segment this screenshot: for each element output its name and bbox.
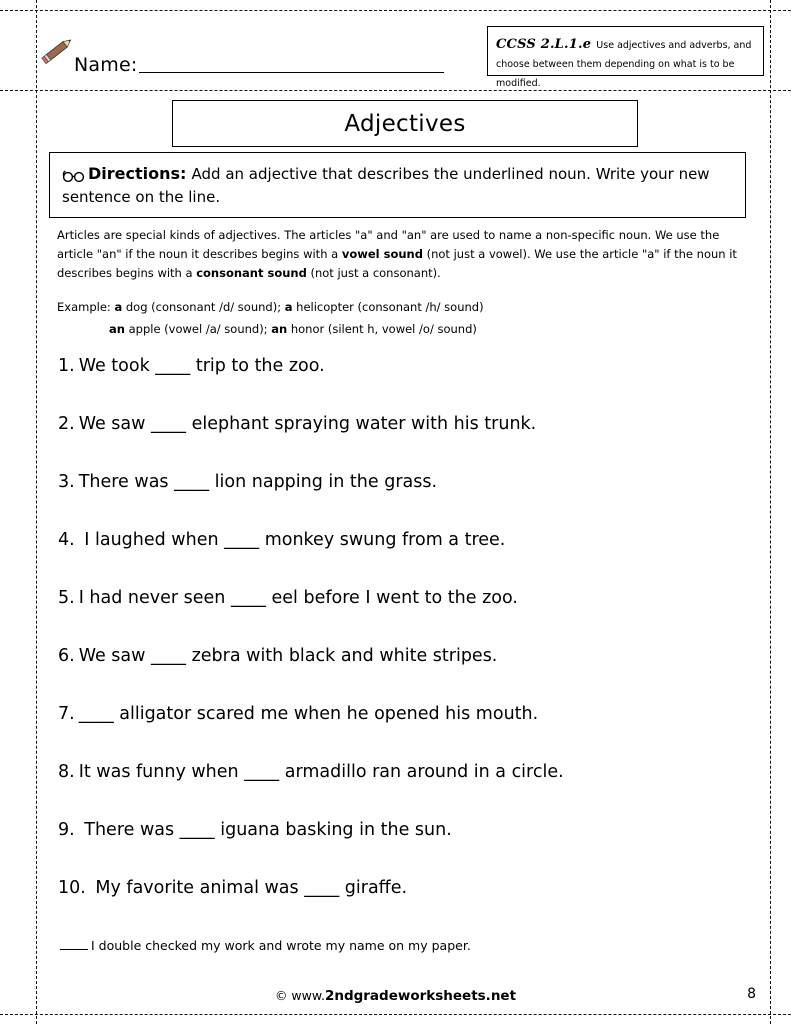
- question-text: There was ____ lion napping in the grass.: [78, 472, 438, 492]
- article-note: [57, 226, 745, 283]
- question-item[interactable]: [58, 703, 758, 761]
- question-number: 9.: [58, 820, 75, 840]
- question-number: 8.: [58, 762, 75, 782]
- pencil-icon: [40, 34, 78, 68]
- cut-line-left: [36, 0, 37, 1024]
- question-item[interactable]: [58, 529, 758, 587]
- example-article-a-2: a: [284, 300, 293, 314]
- question-number: 2.: [58, 414, 75, 434]
- question-item[interactable]: [58, 413, 758, 471]
- note-part-2: (not just a vowel). We use the article "a" if the noun it describes begins with a: [57, 247, 737, 280]
- self-check-blank[interactable]: [60, 939, 88, 950]
- copyright-text: © www.: [274, 988, 325, 1003]
- example-line-2: [57, 318, 745, 340]
- question-item[interactable]: [58, 877, 758, 935]
- question-text: There was ____ iguana basking in the sun.: [78, 820, 452, 840]
- example-line-1: [57, 296, 745, 318]
- question-text: ____ alligator scared me when he opened his mouth.: [78, 704, 539, 724]
- question-item[interactable]: [58, 761, 758, 819]
- directions-text: Add an adjective that describes the underlined noun. Write your new sentence on the line.: [62, 165, 710, 206]
- question-number: 3.: [58, 472, 75, 492]
- question-number: 4.: [58, 530, 75, 550]
- question-item[interactable]: [58, 471, 758, 529]
- question-number: 6.: [58, 646, 75, 666]
- name-field-row: [74, 54, 444, 76]
- example-block: [57, 296, 745, 340]
- note-bold-vowel: vowel sound: [341, 247, 423, 261]
- name-input[interactable]: [139, 58, 444, 73]
- example-label: Example:: [57, 300, 111, 314]
- cut-line-header: [0, 90, 791, 91]
- cut-line-top: [0, 10, 791, 11]
- question-text: It was funny when ____ armadillo ran around in a circle.: [78, 762, 564, 782]
- site-name: 2ndgradeworksheets.net: [324, 988, 517, 1004]
- page-title: Adjectives: [344, 110, 466, 137]
- self-check-text: I double checked my work and wrote my name on my paper.: [91, 938, 471, 953]
- question-item[interactable]: [58, 355, 758, 413]
- question-number: 1.: [58, 356, 75, 376]
- footer: [0, 988, 791, 1004]
- question-item[interactable]: [58, 819, 758, 877]
- self-check-line[interactable]: [60, 938, 471, 953]
- question-text: We saw ____ zebra with black and white stripes.: [78, 646, 498, 666]
- glasses-icon: [62, 167, 88, 186]
- example-text-3: apple (vowel /a/ sound);: [124, 322, 272, 336]
- name-label: Name:: [74, 54, 138, 76]
- directions-box: [49, 152, 746, 218]
- question-text: We took ____ trip to the zoo.: [78, 356, 325, 376]
- example-article-an-1: an: [109, 322, 125, 336]
- question-item[interactable]: [58, 645, 758, 703]
- example-article-an-2: an: [271, 322, 288, 336]
- standard-box: [487, 26, 764, 89]
- cut-line-right: [770, 0, 771, 1024]
- note-part-1: Articles are special kinds of adjectives. The articles "a" and "an" are used to name a non-specific noun. We use the article "an" if the noun it describes begins with a: [57, 228, 720, 261]
- question-text: I laughed when ____ monkey swung from a tree.: [78, 530, 506, 550]
- question-item[interactable]: [58, 587, 758, 645]
- example-text-2: helicopter (consonant /h/ sound): [292, 300, 484, 314]
- question-text: My favorite animal was ____ giraffe.: [89, 878, 408, 898]
- question-number: 10.: [58, 878, 86, 898]
- example-text-1: dog (consonant /d/ sound);: [122, 300, 285, 314]
- standard-text: Use adjectives and adverbs, and choose between them depending on what is to be modified.: [496, 40, 752, 89]
- example-text-4: honor (silent h, vowel /o/ sound): [287, 322, 477, 336]
- note-bold-consonant: consonant sound: [196, 266, 307, 280]
- page-number: 8: [747, 986, 756, 1002]
- worksheet-title-box: [172, 100, 638, 147]
- question-list: [58, 355, 758, 935]
- note-part-3: (not just a consonant).: [306, 266, 441, 280]
- cut-line-bottom: [0, 1014, 791, 1015]
- directions-label: Directions:: [88, 164, 187, 183]
- question-number: 7.: [58, 704, 75, 724]
- question-text: We saw ____ elephant spraying water with his trunk.: [78, 414, 537, 434]
- question-text: I had never seen ____ eel before I went to the zoo.: [78, 588, 518, 608]
- example-article-a-1: a: [114, 300, 123, 314]
- question-number: 5.: [58, 588, 75, 608]
- standard-code: CCSS 2.L.1.e: [496, 37, 592, 52]
